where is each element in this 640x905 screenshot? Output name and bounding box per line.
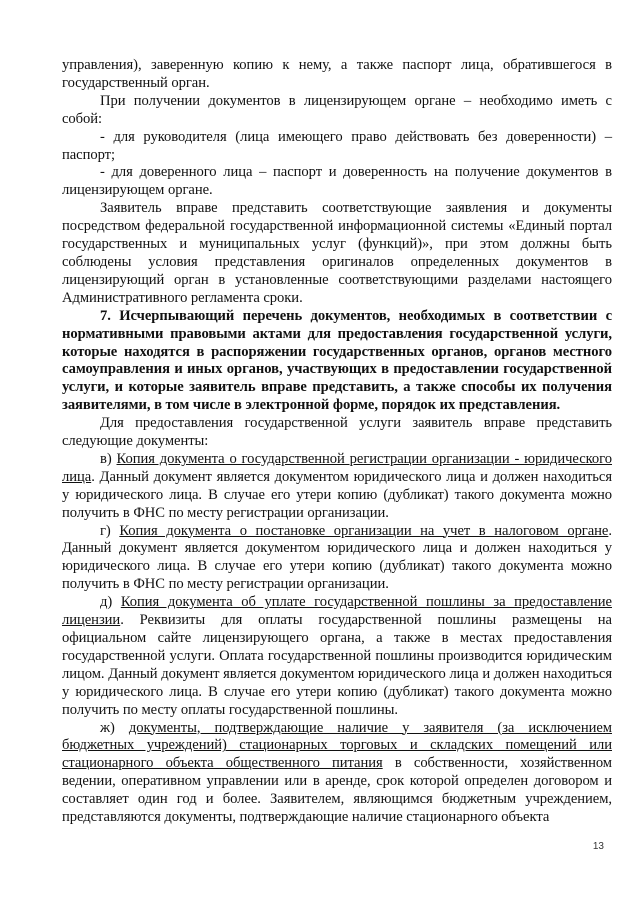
paragraph-list-intro: Для предоставления государственной услуги заявитель вправе представить следующие документы: [62,415,612,450]
list-item-text: . Данный документ является документом юридического лица и должен находиться у юридического лица. В случае его утери копию (дубликат) такого документа можно получить в ФНС по месту регистрации организации. [62,468,612,521]
list-item-text: . Данный документ является документом юридического лица и должен находиться у юридического лица. В случае его утери копию (дубликат) такого документа можно получить в ФНС по месту регистрации организации. [62,522,612,593]
list-item-zh [62,720,612,827]
paragraph-receipt-proxy: - для доверенного лица – паспорт и доверенность на получение документов в лицензирующем органе. [62,164,612,199]
list-item-underlined-title: Копия документа о государственной регистрации организации - юридического лица [62,450,612,485]
section-heading-7: 7. Исчерпывающий перечень документов, необходимых в соответствии с нормативными правовыми актами для предоставления государственной услуги, которые находятся в распоряжении государственных органов, органов местного самоуправления и иных органов, участвующих в предоставлении государственной услуги, и которые заявитель вправе представить, а также способы их получения заявителями, в том числе в электронной форме, порядок их представления. [62,307,612,414]
page-number: 13 [592,841,604,852]
list-item-prefix: в) [100,450,117,467]
paragraph-receipt-intro: При получении документов в лицензирующем органе – необходимо иметь с собой: [62,92,612,127]
list-item-underlined-title: Копия документа об уплате государственной пошлины за предоставление лицензии [62,594,612,629]
paragraph-epgu: Заявитель вправе представить соответствующие заявления и документы посредством федеральной государственной информационной системы «Единый портал государственных и муниципальных услуг (функций)», при этом должны быть соблюдены условия представления оригиналов определенных документов в лицензирующий орган в установленные соответствующими разделами настоящего Административного регламента сроки. [62,200,612,306]
list-item-g [62,523,612,595]
list-item-d [62,594,612,719]
list-item-prefix: д) [100,594,121,611]
paragraph-receipt-director: - для руководителя (лица имеющего право действовать без доверенности) – паспорт; [62,128,612,163]
paragraph-continuation: управления), заверенную копию к нему, а также паспорт лица, обратившегося в государственный орган. [62,57,612,91]
list-item-text: в собственности, хозяйственном ведении, оперативном управлении или в аренде, срок которой определен договором и составляет один год и более. Заявителем, являющимся бюджетным учреждением, представляются документы, подтверждающие наличие стационарного объекта [62,755,612,826]
list-item-underlined-title: Копия документа о постановке организации на учет в налоговом органе [119,522,609,539]
list-item-underlined-title: документы, подтверждающие наличие у заявителя (за исключением бюджетных учреждений) стационарных торговых и складских помещений или стационарного объекта общественного питания [62,719,612,772]
list-item-prefix: ж) [100,719,129,736]
list-item-text: . Реквизиты для оплаты государственной пошлины размещены на официальном сайте лицензирующего органа, а также в местах предоставления государственной услуги. Оплата государственной пошлины производится юридическим лицом. Данный документ является документом юридического лица и должен находиться у юридического лица. В случае его утери копию (дубликат) такого документа можно получить по месту оплаты государственной пошлины. [62,612,612,718]
document-body [62,57,612,827]
list-item-v [62,451,612,523]
list-item-prefix: г) [100,522,120,539]
